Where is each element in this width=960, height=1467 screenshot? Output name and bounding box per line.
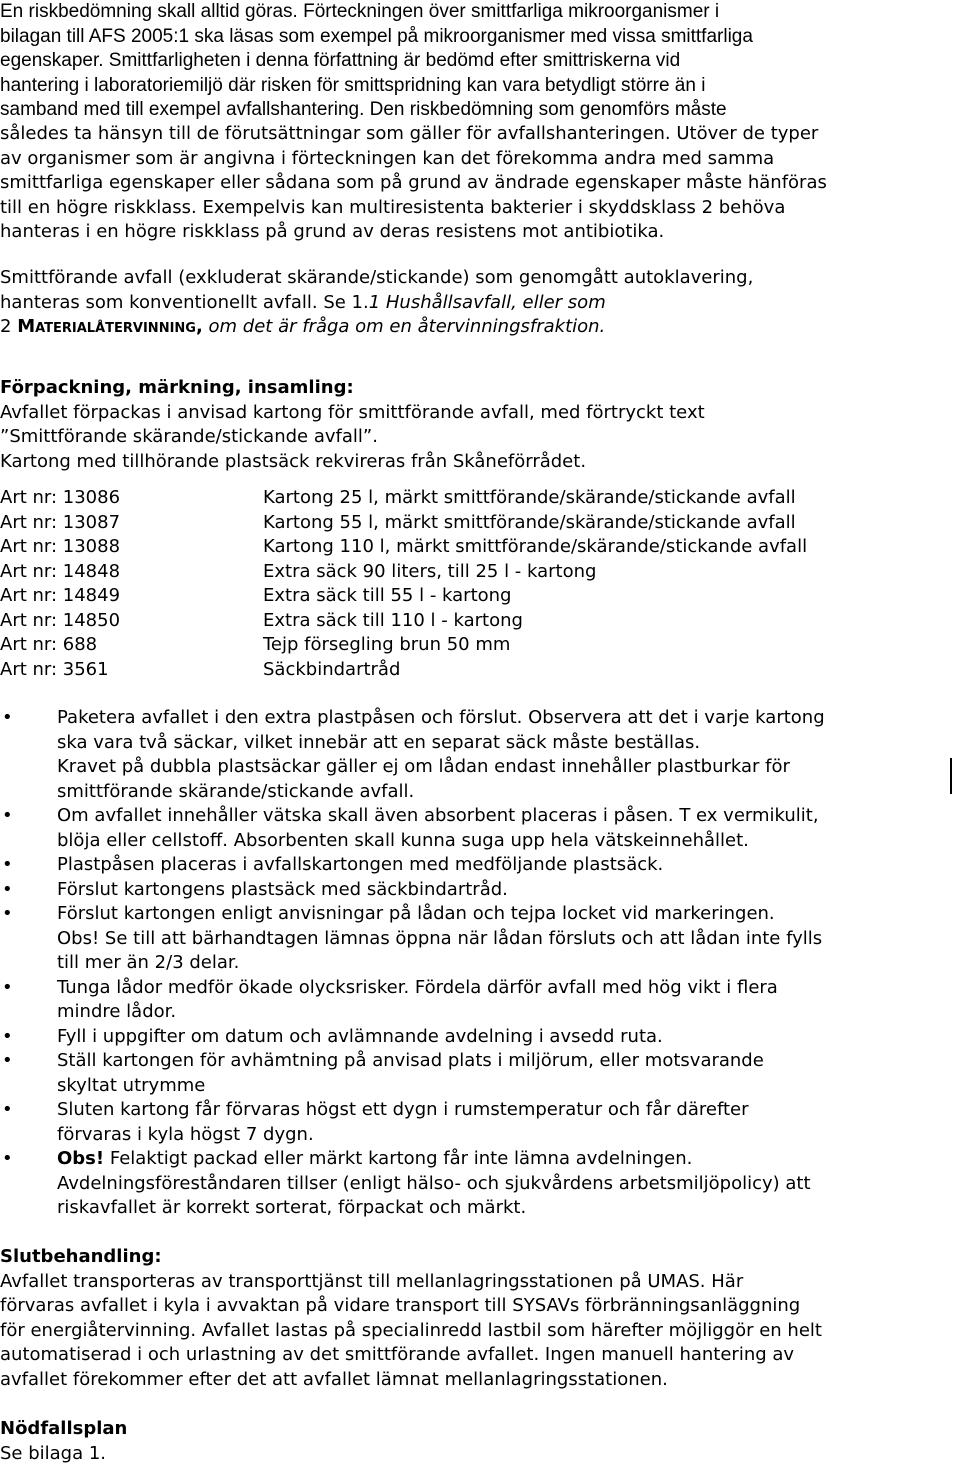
text-line: Obs! Se till att bärhandtagen lämnas öppna när lådan försluts och att lådan inte fylls <box>57 927 823 949</box>
text-line: Smittförande avfall (exkluderat skärande/stickande) som genomgått autoklavering, <box>0 267 754 288</box>
article-number: Art nr: 13087 <box>0 511 121 533</box>
text-line: mindre lådor. <box>57 1001 177 1022</box>
bullet-icon: • <box>2 1050 13 1071</box>
text-line: Förslut kartongen enligt anvisningar på lådan och tejpa locket vid markeringen. <box>57 903 775 924</box>
text-line: En riskbedömning skall alltid göras. Förteckningen över smittfarliga mikroorganismer i <box>0 1 720 22</box>
article-description: Kartong 110 l, märkt smittförande/skärande/stickande avfall <box>263 536 808 557</box>
text-line: Kravet på dubbla plastsäckar gäller ej om lådan endast innehåller plastburkar för <box>57 756 790 777</box>
article-description: Extra säck till 110 l - kartong <box>263 609 523 631</box>
text-line: ”Smittförande skärande/stickande avfall”. <box>0 426 378 447</box>
section-heading: Förpackning, märkning, insamling: <box>0 377 354 398</box>
bullet-icon: • <box>2 1025 13 1047</box>
text-line: smittförande skärande/stickande avfall. <box>57 780 415 802</box>
text-line: samband med till exempel avfallshantering. Den riskbedömning som genomförs måste <box>0 99 727 121</box>
article-number: Art nr: 3561 <box>0 658 109 680</box>
text-line: till en högre riskklass. Exempelvis kan multiresistenta bakterier i skyddsklass 2 behöva <box>0 196 786 218</box>
text-line: Se bilaga 1. <box>0 1442 107 1464</box>
article-number: Art nr: 13088 <box>0 536 121 557</box>
text-line: Avdelningsföreståndaren tillser (enligt hälso- och sjukvårdens arbetsmiljöpolicy) att <box>57 1172 811 1194</box>
text-line: Sluten kartong får förvaras högst ett dygn i rumstemperatur och får därefter <box>57 1099 749 1120</box>
text-line <box>57 1147 940 1172</box>
text-line: Tunga lådor medför ökade olycksrisker. Fördela därför avfall med hög vikt i flera <box>57 976 778 998</box>
text-line: Avfallet förpackas i anvisad kartong för smittförande avfall, med förtryckt text <box>0 401 705 423</box>
table-row <box>0 511 807 536</box>
text-line: hanteras i en högre riskklass på grund av deras resistens mot antibiotika. <box>0 221 665 242</box>
list-item <box>0 976 940 1025</box>
text-line: förvaras i kyla högst 7 dygn. <box>57 1123 314 1145</box>
text-line <box>0 315 950 340</box>
text-line: Avfallet transporteras av transporttjänst till mellanlagringsstationen på UMAS. Här <box>0 1270 744 1292</box>
list-item <box>0 853 940 878</box>
text-line: Plastpåsen placeras i avfallskartongen med medföljande plastsäck. <box>57 854 664 875</box>
article-number: Art nr: 13086 <box>0 487 121 508</box>
text-line: riskavfallet är korrekt sorterat, förpackat och märkt. <box>57 1197 527 1218</box>
bullet-icon: • <box>2 1148 13 1169</box>
article-description: Kartong 55 l, märkt smittförande/skärande/stickande avfall <box>263 511 796 533</box>
bullet-icon: • <box>2 1099 13 1120</box>
text-line: skyltat utrymme <box>57 1074 206 1096</box>
bullet-icon: • <box>2 707 13 728</box>
article-number: Art nr: 14850 <box>0 609 121 631</box>
text-line: således ta hänsyn till de förutsättningar som gäller för avfallshanteringen. Utöver de typer <box>0 123 819 144</box>
text-line: avfallet förekommer efter det att avfallet lämnat mellanlagringsstationen. <box>0 1368 668 1390</box>
text-span: 2 <box>0 316 18 337</box>
intro-paragraph-part1 <box>0 0 950 123</box>
text-line: blöja eller cellstoff. Absorbenten skall kunna suga upp hela vätskeinnehållet. <box>57 829 749 851</box>
text-line: av organismer som är angivna i förteckningen kan det förekomma andra med samma <box>0 147 775 169</box>
obs-label: Obs! <box>57 1148 105 1169</box>
text-line: Om avfallet innehåller vätska skall även absorbent placeras i påsen. T ex vermikulit, <box>57 805 819 826</box>
text-span: hanteras som konventionellt avfall. Se 1. <box>0 291 369 313</box>
article-description: Extra säck 90 liters, till 25 l - kartong <box>263 560 597 582</box>
intro-paragraph-part2 <box>0 122 950 245</box>
text-line: egenskaper. Smittfarligheten i denna författning är bedömd efter smittriskerna vid <box>0 50 681 72</box>
article-table <box>0 486 807 682</box>
list-item <box>0 902 940 976</box>
section-heading: Slutbehandling: <box>0 1246 162 1267</box>
text-line: för energiåtervinning. Avfallet lastas på specialinredd lastbil som härefter möjliggör en helt <box>0 1319 822 1341</box>
text-line: Paketera avfallet i den extra plastpåsen och förslut. Observera att det i varje kartong <box>57 707 825 728</box>
article-description: Extra säck till 55 l - kartong <box>263 585 512 606</box>
bullet-icon: • <box>2 854 13 875</box>
table-row <box>0 486 807 511</box>
table-row <box>0 535 807 560</box>
list-item <box>0 1025 940 1050</box>
bullet-icon: • <box>2 976 13 998</box>
table-row <box>0 609 807 634</box>
autoklav-paragraph <box>0 266 950 340</box>
cross-reference-link[interactable]: Materialåtervinning, <box>17 316 203 337</box>
article-description: Säckbindartråd <box>263 658 401 680</box>
text-line: bilagan till AFS 2005:1 ska läsas som exempel på mikroorganismer med vissa smittfarliga <box>0 25 753 47</box>
text-line: Fyll i uppgifter om datum och avlämnande avdelning i avsedd ruta. <box>57 1025 663 1047</box>
instruction-list <box>0 706 940 1221</box>
bullet-icon: • <box>2 903 13 924</box>
bullet-icon: • <box>2 878 13 900</box>
cross-reference-link[interactable]: 1 Hushållsavfall, eller som <box>368 291 606 313</box>
list-item <box>0 878 940 903</box>
text-line: Ställ kartongen för avhämtning på anvisad plats i miljörum, eller motsvarande <box>57 1050 764 1071</box>
text-line: Förslut kartongens plastsäck med säckbindartråd. <box>57 878 508 900</box>
text-line: hantering i laboratoriemiljö där risken för smittspridning kan vara betydligt större än i <box>0 74 706 96</box>
table-row <box>0 633 807 658</box>
forpackning-section <box>0 376 950 474</box>
section-heading: Nödfallsplan <box>0 1418 128 1439</box>
text-line: smittfarliga egenskaper eller sådana som på grund av ändrade egenskaper måste hänföras <box>0 172 827 193</box>
article-number: Art nr: 14848 <box>0 560 121 582</box>
table-row <box>0 584 807 609</box>
list-item <box>0 1049 940 1098</box>
list-item <box>0 706 940 804</box>
table-row <box>0 560 807 585</box>
bullet-icon: • <box>2 805 13 826</box>
text-line: Kartong med tillhörande plastsäck rekvireras från Skåneförrådet. <box>0 450 587 472</box>
list-item <box>0 804 940 853</box>
text-line: automatiserad i och urlastning av det smittförande avfallet. Ingen manuell hantering av <box>0 1344 795 1365</box>
article-number: Art nr: 688 <box>0 634 98 655</box>
article-description: Tejp försegling brun 50 mm <box>263 634 511 655</box>
article-number: Art nr: 14849 <box>0 585 121 606</box>
text-line <box>0 291 950 316</box>
slutbehandling-section <box>0 1245 950 1392</box>
text-line: ska vara två säckar, vilket innebär att en separat säck måste beställas. <box>57 731 701 753</box>
article-description: Kartong 25 l, märkt smittförande/skärande/stickande avfall <box>263 487 796 508</box>
revision-marker <box>950 758 952 794</box>
text-line: till mer än 2/3 delar. <box>57 952 240 973</box>
text-span: om det är fråga om en återvinningsfraktion. <box>202 316 606 337</box>
table-row <box>0 658 807 683</box>
text-span: Felaktigt packad eller märkt kartong får inte lämna avdelningen. <box>104 1148 693 1169</box>
text-line: förvaras avfallet i kyla i avvaktan på vidare transport till SYSAVs förbränningsanläggning <box>0 1295 801 1316</box>
nodfallsplan-section <box>0 1417 950 1466</box>
list-item <box>0 1147 940 1221</box>
list-item <box>0 1098 940 1147</box>
